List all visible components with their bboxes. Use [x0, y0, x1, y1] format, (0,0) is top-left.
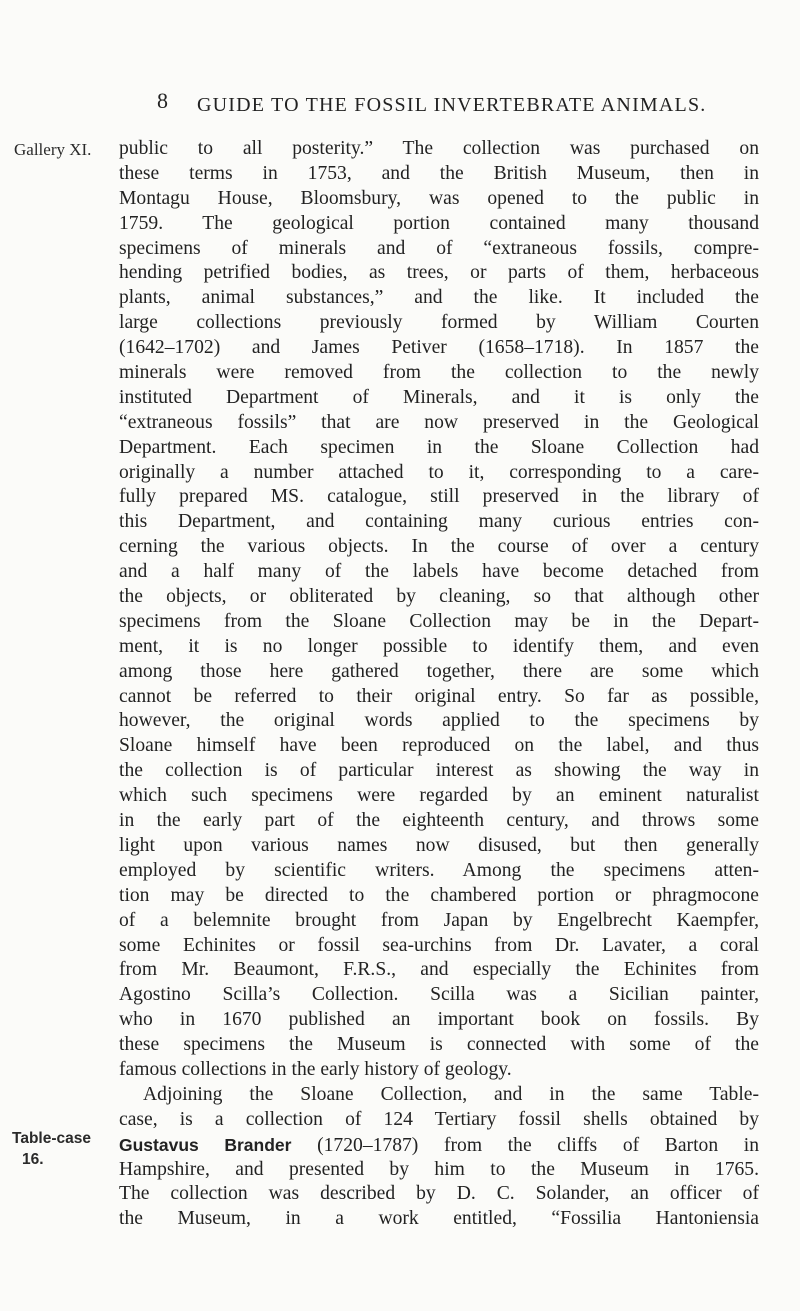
text-line: 1759. The geological portion contained many thousand: [119, 212, 759, 234]
text-line: cerning the various objects. In the course of over a century: [119, 536, 759, 558]
text-line: tion may be directed to the chambered portion or phragmocone: [119, 884, 759, 906]
paragraph-1: [119, 137, 759, 1083]
text-line: of a belemnite brought from Japan by Engelbrecht Kaempfer,: [119, 909, 759, 931]
text-line: Department. Each specimen in the Sloane Collection had: [119, 436, 759, 458]
text-line: hending petrified bodies, as trees, or parts of them, herbaceous: [119, 262, 759, 284]
text-line: fully prepared MS. catalogue, still preserved in the library of: [119, 486, 759, 508]
text-line: The collection was described by D. C. Solander, an officer of: [119, 1183, 759, 1205]
text-line: this Department, and containing many curious entries con-: [119, 511, 759, 533]
text-line: “extraneous fossils” that are now preserved in the Geological: [119, 411, 759, 433]
text-line: public to all posterity.” The collection was purchased on: [119, 138, 759, 159]
text-line: in the early part of the eighteenth century, and throws some: [119, 810, 759, 832]
text-line: Agostino Scilla’s Collection. Scilla was a Sicilian painter,: [119, 984, 759, 1006]
text-line: some Echinites or fossil sea-urchins from Dr. Lavater, a coral: [119, 934, 759, 956]
person-name: Gustavus Brander: [119, 1134, 292, 1155]
table-case-label: Table-case: [12, 1130, 91, 1147]
text-line: and a half many of the labels have become detached from: [119, 561, 759, 583]
text-line: Montagu House, Bloomsbury, was opened to the public in: [119, 187, 759, 209]
text-line: these terms in 1753, and the British Museum, then in: [119, 162, 759, 184]
text-line: minerals were removed from the collection to the newly: [119, 362, 759, 384]
paragraph-2-tail: [119, 1158, 759, 1233]
running-head: GUIDE TO THE FOSSIL INVERTEBRATE ANIMALS.: [197, 94, 707, 116]
text-line: large collections previously formed by William Courten: [119, 312, 759, 334]
table-case-number: 16.: [22, 1151, 44, 1168]
text-line: the collection is of particular interest as showing the way in: [119, 760, 759, 782]
gallery-label: Gallery XI.: [14, 140, 92, 159]
body-text: [119, 137, 759, 1232]
text-line: Hampshire, and presented by him to the Museum in 1765.: [119, 1158, 759, 1180]
page-number: 8: [157, 88, 168, 113]
text-line: light upon various names now disused, but then generally: [119, 834, 759, 856]
text-line: Sloane himself have been reproduced on the label, and thus: [119, 735, 759, 757]
text-line: the objects, or obliterated by cleaning, so that although other: [119, 586, 759, 608]
text-line: from Mr. Beaumont, F.R.S., and especially the Echinites from: [119, 959, 759, 981]
text-line: among those here gathered together, there are some which: [119, 660, 759, 682]
text-line: specimens of minerals and of “extraneous fossils, compre-: [119, 237, 759, 259]
text-line: Adjoining the Sloane Collection, and in the same Table-: [143, 1083, 759, 1105]
text-span: (1720–1787) from the cliffs of Barton in: [317, 1134, 759, 1156]
text-line: case, is a collection of 124 Tertiary fossil shells obtained by: [119, 1108, 759, 1130]
paragraph-2: [119, 1083, 759, 1232]
text-line: employed by scientific writers. Among the specimens atten-: [119, 859, 759, 881]
text-line: ment, it is no longer possible to identify them, and even: [119, 635, 759, 657]
text-line: plants, animal substances,” and the like. It included the: [119, 287, 759, 309]
margin-note-gallery: [14, 139, 91, 160]
text-line: instituted Department of Minerals, and it is only the: [119, 386, 759, 408]
text-line: the Museum, in a work entitled, “Fossilia Hantoniensia: [119, 1208, 759, 1230]
text-line: originally a number attached to it, corresponding to a care-: [119, 461, 759, 483]
margin-note-table-case: [12, 1128, 91, 1170]
text-line: however, the original words applied to the specimens by: [119, 710, 759, 732]
text-line: these specimens the Museum is connected with some of the: [119, 1034, 759, 1056]
text-line: which such specimens were regarded by an eminent naturalist: [119, 785, 759, 807]
text-line: [119, 1133, 759, 1158]
text-line: (1642–1702) and James Petiver (1658–1718). In 1857 the: [119, 337, 759, 359]
text-line: cannot be referred to their original entry. So far as possible,: [119, 685, 759, 707]
page-header: [0, 88, 800, 128]
text-line: famous collections in the early history of geology.: [119, 1058, 512, 1080]
text-line: who in 1670 published an important book on fossils. By: [119, 1009, 759, 1031]
text-line: specimens from the Sloane Collection may be in the Depart-: [119, 610, 759, 632]
